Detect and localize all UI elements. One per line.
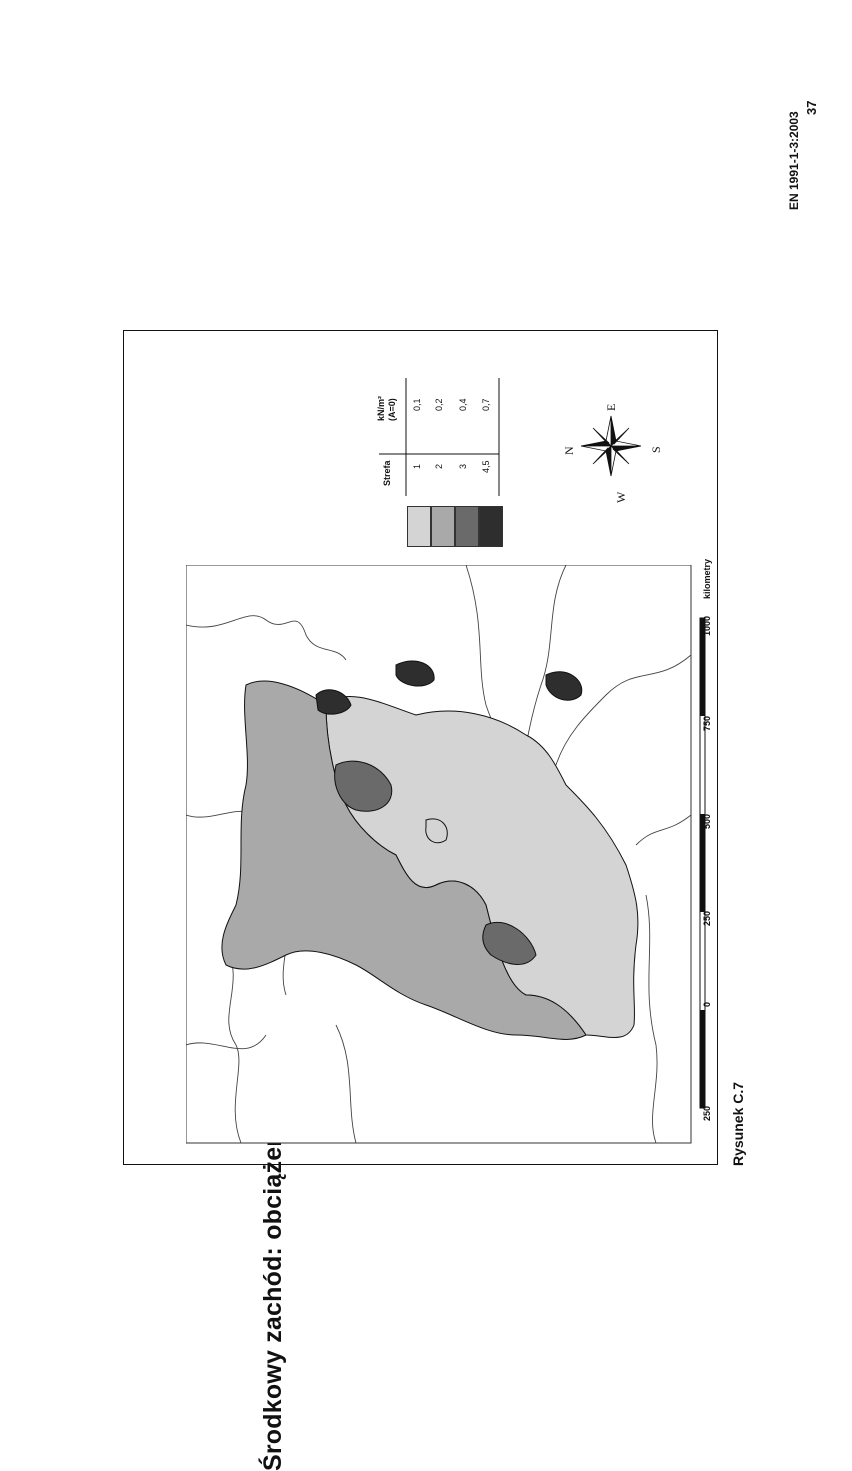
compass-n: N	[562, 446, 576, 455]
legend-grid	[379, 376, 504, 501]
legend-swatch-zone-4-5	[479, 506, 503, 547]
legend-header-load-sub: (A=0)	[387, 398, 397, 421]
scale-tick-250-left: 250	[702, 1105, 712, 1121]
scale-tick-1000: 1000	[702, 615, 712, 636]
scale-bar-graphic	[694, 616, 714, 1116]
legend-header-load: kN/m²	[376, 395, 386, 421]
legend-zone-4-5: 4,5	[481, 460, 491, 473]
scale-tick-250: 250	[702, 910, 712, 926]
scale-tick-500: 500	[702, 813, 712, 829]
legend-swatch-zone-2	[431, 506, 455, 547]
legend-swatch-zone-1	[407, 506, 431, 547]
legend-zone-2: 2	[434, 463, 444, 469]
snow-load-map	[186, 565, 694, 1145]
legend-load-3: 0,4	[458, 398, 468, 411]
standard-reference: EN 1991-1-3:2003	[787, 111, 801, 210]
scale-tick-0: 0	[702, 1001, 712, 1007]
legend-header-zone: Strefa	[382, 460, 392, 486]
legend-load-2: 0,2	[434, 398, 444, 411]
legend-zone-1: 1	[412, 463, 422, 469]
compass-w: W	[614, 491, 628, 503]
legend-load-1: 0,1	[412, 398, 422, 411]
compass-e: E	[604, 403, 618, 411]
figure-caption: Rysunek C.7	[730, 1081, 746, 1166]
legend-zone-3: 3	[458, 463, 468, 469]
compass-s: S	[649, 446, 663, 453]
legend-swatch-zone-3	[455, 506, 479, 547]
scale-unit: kilometry	[702, 558, 712, 599]
scale-tick-750: 750	[702, 715, 712, 731]
legend-load-4: 0,7	[481, 398, 491, 411]
page-number: 37	[804, 100, 819, 115]
